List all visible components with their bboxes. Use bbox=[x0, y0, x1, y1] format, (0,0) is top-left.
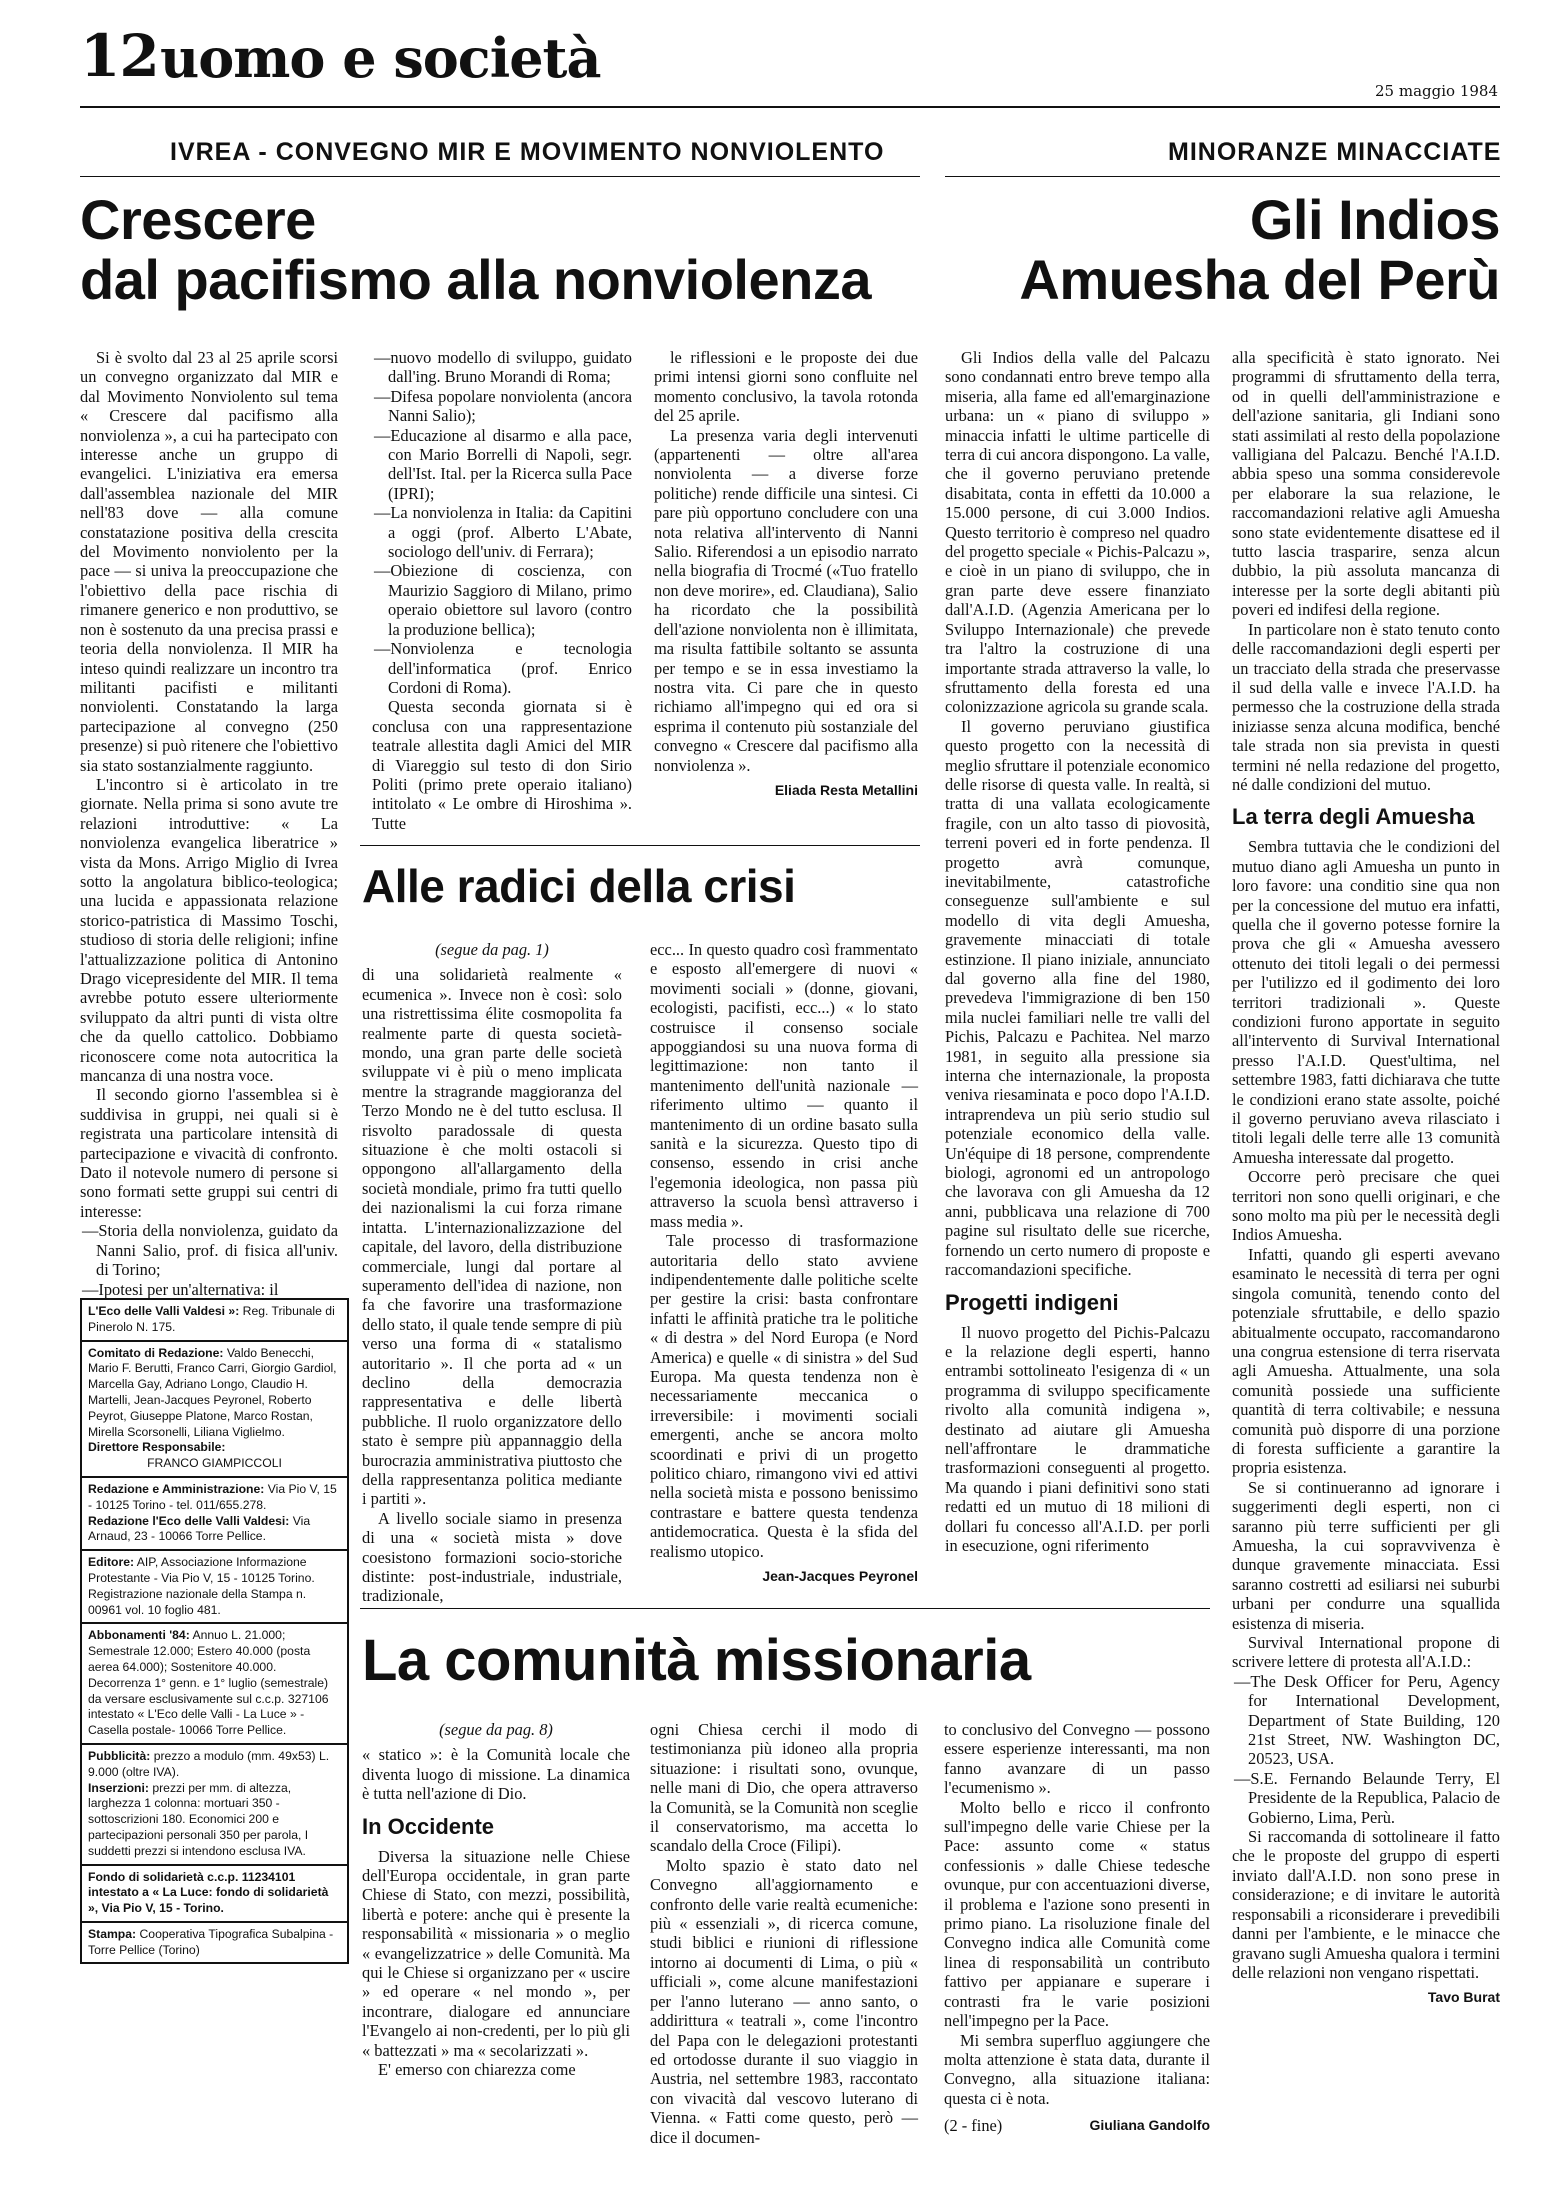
article1-column-1 bbox=[80, 348, 338, 1299]
list-item: — nuovo modello di sviluppo, guidato dall'ing. Bruno Morandi di Roma; bbox=[388, 348, 632, 387]
imprint-text: Via Pio V, 15 - 10125 Torino - tel. 011/655.278. bbox=[88, 1481, 337, 1512]
paragraph: ecc... In questo quadro così frammentato e esposto all'emergere di nuovi « movimenti sociali » (donne, giovani, ecologisti, pacifisti, ecc...) « lo stato costruisce il consenso sociale appoggiandosi su una nuova forma di legittimazione: non tanto il mantenimento dell'unità nazionale — riferimento ultimo — quanto il mantenimento di un ordine basato sulla sanità e la sicurezza. Questo tipo di consenso, essendo in crisi anche l'egemonia ideologica, non passa più attraverso la scuola bensì attraverso i mass media ». bbox=[650, 940, 918, 1231]
author-signature: Jean-Jacques Peyronel bbox=[762, 1568, 918, 1584]
imprint-text: Annuo L. 21.000; Semestrale 12.000; Estero 40.000 (posta aerea 64.000); Sostenitore 40.000. Decorrenza 1° genn. e 1° luglio (semestrale) da versare esclusivamente sul c.c.p. 327106 intestato « L'Eco delle Valli - La Luce » - Casella postale- 10066 Torre Pellice. bbox=[88, 1628, 329, 1738]
paragraph: L'incontro si è articolato in tre giornate. Nella prima si sono avute tre relazioni introduttive: « La nonviolenza evangelica liberatrice » vista da Mons. Arrigo Miglio di Ivrea sotto la angolatura biblico-teologica; una lucida e appassionata relazione storico-patristica di Massimo Toschi, studioso di storia delle religioni; infine l'attualizzazione politica di Antonino Drago vicepresidente del MIR. Il tema avrebbe potuto essere ulteriormente sviluppato da altri punti di vista oltre che da quello cattolico. Dobbiamo riconoscere come nota autocritica la mancanza di una nostra voce. bbox=[80, 774, 338, 1086]
paragraph: Survival International propone di scrivere lettere di protesta all'A.I.D.: bbox=[1232, 1633, 1500, 1672]
kicker-ivrea: IVREA - CONVEGNO MIR E MOVIMENTO NONVIOLENTO bbox=[170, 138, 885, 166]
paragraph: Il governo peruviano giustifica questo progetto con la necessità di meglio sfruttare il potenziale economico delle risorse di questa valle. In realtà, si tratta di una vallata ecologicamente fragile, con un alto tasso di piovosità, terreni poveri ed in forte pendenza. Il progetto avrà comunque, inevitabilmente, catastrofiche conseguenze sull'ambiente e sul modello di vita degli Amuesha, gravemente minacciati di totale estinzione. Il piano iniziale, annunciato dal governo alla fine del 1980, prevedeva l'immigrazione di ben 150 mila nuclei familiari nelle tre valli del Pichis, Palcazu e Pachitea. Nel marzo 1981, in seguito alla pressione sia interna che internazionale, la proposta veniva riesaminata e poco dopo l'A.I.D. intraprendeva un più serio studio sul potenziale economico della valle. Un'équipe di 18 persone, comprendente biologi, agronomi ed un antropologo che lavorava con gli Amuesha da 12 anni, pubblicava una relazione di 700 pagine sul risultato delle sue ricerche, fornendo un certo numero di proposte e raccomandazioni specifiche. bbox=[945, 716, 1210, 1280]
article3-column-1 bbox=[362, 1720, 630, 2180]
article4-column-2 bbox=[1232, 348, 1500, 2178]
headline-comunita: La comunità missionaria bbox=[362, 1628, 1031, 1693]
list-item: — S.E. Fernando Belaunde Terry, El Presidente de la Republica, Palacio de Gobierno, Lima, Perù. bbox=[1248, 1769, 1500, 1827]
kicker-rule-right bbox=[945, 176, 1500, 177]
imprint-label: Pubblicità: bbox=[88, 1748, 151, 1763]
imprint-fund bbox=[82, 1866, 347, 1923]
author-signature: Giuliana Gandolfo bbox=[1089, 2117, 1210, 2134]
paragraph: Molto spazio è stato dato nel Convegno all'aggiornamento e confronto delle varie realtà ecumeniche: più « essenziali », di ricerca comune, studi biblici e riunioni di riflessione intorno ai documenti di Lima, o più « ufficiali », come alcune manifestazioni per l'anno luterano — anno santo, o addirittura « teatrali », come l'incontro del Papa con le delegazioni protestanti ed ortodosse durante il suo viaggio in Austria, nel settembre 1983, raccontato con vivacità dal vescovo luterano di Vienna. « Fatti come questo, però — dice il documen- bbox=[650, 1855, 918, 2147]
kicker-rule-left bbox=[80, 176, 920, 177]
imprint-text: AIP, Associazione Informazione Protestante - Via Pio V, 15 - 10125 Torino. bbox=[88, 1555, 315, 1585]
imprint-label: Inserzioni: bbox=[88, 1780, 149, 1795]
imprint-director: FRANCO GIAMPICCOLI bbox=[147, 1456, 282, 1471]
list-item: — Ipotesi per un'alternativa: il bbox=[96, 1280, 338, 1299]
headline-radici: Alle radici della crisi bbox=[362, 860, 796, 912]
article1-column-3 bbox=[654, 348, 918, 828]
headline-line: Crescere bbox=[80, 188, 316, 251]
paragraph: Mi sembra superfluo aggiungere che molta attenzione è stata data, durante il Convegno, alla situazione italiana: questa ci è nota. bbox=[944, 2030, 1210, 2108]
issue-date: 25 maggio 1984 bbox=[1375, 82, 1498, 100]
article-divider bbox=[360, 845, 920, 846]
headline-crescere bbox=[80, 190, 871, 311]
paragraph: Occorre però precisare che quei territori non sono quelli originari, e che sono molto ma più per le necessità degli Indios Amuesha. bbox=[1232, 1167, 1500, 1245]
paragraph: In particolare non è stato tenuto conto delle raccomandazioni degli esperti per un tracciato della strada che preservasse il sud della valle e invece l'A.I.D. ha permesso che la costruzione della strada iniziasse senza alcuna modifica, benché tale strada non sia prevista in questi termini né nella redazione del progetto, né dalle condizioni del mutuo. bbox=[1232, 619, 1500, 794]
imprint-text: Registrazione nazionale della Stampa n. 00961 vol. 10 foglio 481. bbox=[88, 1586, 307, 1617]
imprint-text: prezzo a modulo (mm. 49x53) L. 9.000 (oltre IVA). bbox=[88, 1748, 330, 1779]
imprint-registration bbox=[82, 1300, 347, 1342]
masthead-rule bbox=[80, 106, 1500, 108]
headline-line: Gli Indios bbox=[1249, 188, 1500, 251]
paragraph: Il secondo giorno l'assemblea si è suddivisa in gruppi, nei quali si è registrata una particolare intensità di partecipazione e vivacità di confronto. Dato il notevole numero di persone si sono formati sette gruppi sui centri di interesse: bbox=[80, 1085, 338, 1221]
imprint-text: Via Arnaud, 23 - 10066 Torre Pellice. bbox=[88, 1513, 311, 1544]
article3-column-2 bbox=[650, 1720, 918, 2180]
imprint-publisher bbox=[82, 1551, 347, 1624]
continuation-note: (segue da pag. 1) bbox=[435, 940, 549, 959]
list bbox=[372, 348, 632, 697]
paragraph: to conclusivo del Convegno — possono essere esperienze interessanti, ma non fanno avanzare di un passo l'ecumenismo ». bbox=[944, 1720, 1210, 1798]
kicker-minoranze: MINORANZE MINACCIATE bbox=[1168, 138, 1502, 166]
paragraph: « statico »: è la Comunità locale che diventa luogo di missione. La dinamica è tutta nell'azione di Dio. bbox=[362, 1745, 630, 1804]
subheading: Progetti indigeni bbox=[945, 1289, 1119, 1315]
author-signature: Tavo Burat bbox=[1427, 1989, 1500, 2006]
headline-line: dal pacifismo alla nonviolenza bbox=[80, 248, 871, 312]
imprint-label: Comitato di Redazione: bbox=[88, 1345, 224, 1360]
article2-column-1 bbox=[362, 940, 622, 1606]
headline-indios bbox=[945, 190, 1500, 311]
paragraph: Gli Indios della valle del Palcazu sono condannati entro breve tempo alla miseria, alla fame ed all'emarginazione urbana: un « piano di sviluppo » minaccia infatti le ultime particelle di terra di cui ancora dispongono. La valle, che il governo peruviano pretende disabitata, conta in effetti da 10.000 a 15.000 persone, di cui 3.000 Indios. Questo territorio è compreso nel quadro del progetto speciale « Pichis-Palcazu », e cioè in un piano di sviluppo, che in gran parte deve essere finanziato dall'A.I.D. (Agenzia Americana per lo Sviluppo Internazionale) che prevede tra l'altro la costruzione di una importante strada attraverso la valle, lo sfruttamento della foresta ed una colonizzazione agricola su grande scala. bbox=[945, 348, 1210, 717]
list-item: — Educazione al disarmo e alla pace, con Mario Borrelli di Napoli, segr. dell'Ist. Ital. per la Ricerca sulla Pace (IPRI); bbox=[388, 426, 632, 504]
paragraph: A livello sociale siamo in presenza di una « società mista » dove coesistono formazioni socio-storiche distinte: post-industriale, industriale, tradizionale, bbox=[362, 1508, 622, 1606]
paragraph: Il nuovo progetto del Pichis-Palcazu e la relazione degli esperti, hanno entrambi sottolineato l'esigenza di « un programma di sviluppo specificamente rivolto alla comunità indigena », destinato ad aiutare gli Amuesha nell'affrontare le drammatiche trasformazioni conseguenti al progetto. Ma quando i piani definitivi sono stati redatti ed un mutuo di 18 milioni di dollari fu concesso all'A.I.D. per porli in esecuzione, ogni riferimento bbox=[945, 1322, 1210, 1555]
imprint-label: Redazione e Amministrazione: bbox=[88, 1481, 265, 1496]
paragraph: Questa seconda giornata si è conclusa con una rappresentazione teatrale allestita dagli Amici del MIR di Viareggio sul testo di don Sirio Politi (primo prete operaio italiano) intitolato « Le ombre di Hiroshima ». Tutte bbox=[372, 697, 632, 833]
list-item: — Storia della nonviolenza, guidato da Nanni Salio, prof. di fisica all'univ. di Torino; bbox=[96, 1221, 338, 1279]
headline-line: Amuesha del Perù bbox=[1019, 248, 1500, 312]
imprint-text: prezzi per mm. di altezza, larghezza 1 colonna: mortuari 350 - sottoscrizioni 180. Economici 200 e partecipazioni personali 350 per parola, I suddetti prezzi si intendono esclusa IVA. bbox=[88, 1780, 309, 1858]
imprint-label: Direttore Responsabile: bbox=[88, 1440, 226, 1455]
imprint-advertising bbox=[82, 1745, 347, 1866]
list bbox=[80, 1221, 338, 1299]
paragraph: La presenza varia degli intervenuti (appartenenti — oltre all'area nonviolenta — a diverse forze politiche) rende difficile una sintesi. Ci pare più opportuno concludere con una nota relativa all'intervento di Nanni Salio. Riferendosi a un episodio narrato nella biografia di Trocmé («Tuo fratello non deve morire», ed. Claudiana), Salio ha ricordato che la possibilità dell'azione nonviolenta non è illimitata, ma risulta fattibile soltanto se assunta per tempo e se in essa investiamo la nostra vita. Ci pare che in questo richiamo all'impegno qui ed ora si esprima il contenuto più sostanziale del convegno « Crescere dal pacifismo alla nonviolenza ». bbox=[654, 425, 918, 775]
page-number: 12 bbox=[80, 22, 159, 90]
address-list bbox=[1232, 1672, 1500, 1827]
imprint-label: Redazione l'Eco delle Valli Valdesi: bbox=[88, 1513, 290, 1528]
article3-footer bbox=[944, 2116, 1210, 2135]
imprint-label: L'Eco delle Valli Valdesi »: bbox=[88, 1304, 240, 1318]
subheading: La terra degli Amuesha bbox=[1232, 804, 1475, 830]
paragraph: di una solidarietà realmente « ecumenica ». Invece non è così: solo una ristrettissima élite cosmopolita fa realmente parte di questa società-mondo, una gran parte delle società sviluppate vi è più o meno implicata mentre la stragrande maggioranza del Terzo Mondo ne è del tutto esclusa. Il risvolto paradossale di questa situazione è che molti ostacoli si oppongono all'allargamento della società mondiale, primo fra tutti quello dei nazionalismi la cui forza rimane intatta. L'internazionalizzazione del capitale, del lavoro, della distribuzione commerciale, lungi dal portare al superamento dell'idea di nazione, non fa che favorire una trasformazione dello stato, il quale tende sempre di più verso una forma di « statalismo autoritario ». Il che porta ad « un declino della democrazia rappresentativa e delle libertà pubbliche. Il ruolo organizzatore dello stato è sempre più appannaggio della burocrazia amministrativa piuttosto che della rappresentanza politica mediante i partiti ». bbox=[362, 965, 622, 1509]
imprint-text: Reg. Tribunale di Pinerolo N. 175. bbox=[88, 1304, 335, 1334]
paragraph: alla specificità è stato ignorato. Nei programmi di sfruttamento della terra, od in quelli dell'amministrazione e dell'azione sanitaria, gli Indiani sono stati assimilati al resto della popolazione valligiana del Palcazu. Benché l'A.I.D. abbia speso una somma considerevole per elaborare la sua relazione, le raccomandazioni relative agli Amuesha sono state evidentemente disattese ed il tutto lascia trasparire, senza alcun dubbio, la più assoluta mancanza di interesse per la sorte degli abitanti più poveri ed indifesi della regione. bbox=[1232, 348, 1500, 620]
paragraph: Si è svolto dal 23 al 25 aprile scorsi un convegno organizzato dal MIR e dal Movimento Nonviolento sul tema « Crescere dal pacifismo alla nonviolenza », a cui ha partecipato con interesse anche un gruppo di evangelici. L'iniziativa era emersa dall'assemblea nazionale del MIR nell'83 dove — alla comune constatazione positiva della crescita del Movimento nonviolento per la pace — si univa la preoccupazione che l'obiettivo della pace rischia di rimanere generico e non produttivo, se non è sostenuto da una precisa prassi e teoria della nonviolenza. Il MIR ha inteso quindi realizzare un incontro tra militanti pacifisti e militanti nonviolenti. Constatando la larga partecipazione al convegno (250 presenze) si può ritenere che l'obiettivo sia stato sostanzialmente raggiunto. bbox=[80, 348, 338, 775]
continuation-note: (segue da pag. 8) bbox=[439, 1720, 553, 1739]
author-signature: Eliada Resta Metallini bbox=[774, 781, 918, 798]
list-item: — Difesa popolare nonviolenta (ancora Nanni Salio); bbox=[388, 387, 632, 426]
imprint-subscriptions bbox=[82, 1624, 347, 1745]
article3-column-3 bbox=[944, 1720, 1210, 2180]
subheading: In Occidente bbox=[362, 1813, 495, 1839]
section-title: uomo e società bbox=[160, 26, 601, 90]
article1-column-2 bbox=[372, 348, 632, 833]
paragraph: Se si continueranno ad ignorare i suggerimenti degli esperti, non ci saranno più terre sufficienti per gli Amuesha, la cui sopravvivenza è dunque gravemente minacciata. Essi saranno costretti ad esiliarsi nei suburbi urbani per condurre una squallida esistenza di miseria. bbox=[1232, 1477, 1500, 1633]
paragraph: Molto bello e ricco il confronto sull'impegno delle varie Chiese per la Pace: assunto come « status confessionis » dalle Chiese tedesche ovunque, pur con accentuazioni diverse, il problema e l'azione sono presenti in primo piano. La risoluzione finale del Convegno indica alle Comunità come linea di responsabilità un contributo fattivo per appianare e superare i contrasti fra le varie posizioni nell'impegno per la Pace. bbox=[944, 1797, 1210, 2031]
series-end-note: (2 - fine) bbox=[944, 2116, 1003, 2136]
article2-column-2 bbox=[650, 940, 918, 1584]
imprint-text: Valdo Benecchi, Mario F. Berutti, Franco Carri, Giorgio Gardiol, Marcella Gay, Adriano Longo, Claudio H. Martelli, Jean-Jacques Peyronel, Roberto Peyrot, Giuseppe Platone, Marco Rostan, Mirella Scorsonelli, Liliana Viglielmo. bbox=[88, 1345, 337, 1439]
imprint-label: Stampa: bbox=[88, 1926, 137, 1941]
imprint-box bbox=[80, 1298, 349, 1964]
imprint-label: Editore: bbox=[88, 1555, 135, 1570]
article-divider bbox=[360, 1608, 1210, 1609]
article4-column-1 bbox=[945, 348, 1210, 1603]
imprint-text: Cooperativa Tipografica Subalpina - Torre Pellice (Torino) bbox=[88, 1926, 334, 1957]
imprint-committee bbox=[82, 1342, 347, 1478]
list-item: — Obiezione di coscienza, con Maurizio Saggioro di Milano, primo operaio obiettore sul lavoro (contro la produzione bellica); bbox=[388, 561, 632, 639]
imprint-printer bbox=[82, 1923, 347, 1963]
paragraph: ogni Chiesa cerchi il modo di testimonianza più idoneo alla propria situazione: i risultati sono, ovunque, nelle mani di Dio, che opera attraverso la Comunità, se la Comunità non sceglie il conservatorismo, ma accetta lo scandalo della Croce (Filipi). bbox=[650, 1720, 918, 1856]
paragraph: Tale processo di trasformazione autoritaria dello stato avviene indipendentemente dalle politiche scelte per gestire la crisi: basta confrontare infatti le affinità pratiche tra le politiche « di destra » del Nord Europa (e Nord America) e quelle « di sinistra » del Sud Europa. Ma questa tendenza non è necessariamente meccanica o irreversibile: i movimenti sociali emergenti, anche se ancora molto scoordinati e privi di un progetto politico chiaro, rimangono vivi ed attivi nella società mista e possono benissimo contrastare e battere questa tendenza antidemocratica. Questa è la sfida del realismo utopico. bbox=[650, 1231, 918, 1561]
imprint-label: Fondo di solidarietà c.c.p. 11234101 intestato a « La Luce: fondo di solidarietà », Via Pio V, 15 - Torino. bbox=[88, 1869, 329, 1916]
paragraph: Diversa la situazione nelle Chiese dell'Europa occidentale, in gran parte Chiese di Stato, con mezzi, possibilità, libertà e potere: anche qui è presente la responsabilità « missionaria » o meglio « evangelizzatrice » delle Comunità. Ma qui le Chiese si organizzano per « uscire » ed operare « nel mondo », per incontrare, dialogare ed annunciare l'Evangelo ai non-credenti, per lo più gli « battezzati » ma « secolarizzati ». bbox=[362, 1846, 630, 2060]
list-item: — The Desk Officer for Peru, Agency for International Development, Department of State Building, 120 21st Street, NW. Washington DC, 20523, USA. bbox=[1248, 1672, 1500, 1769]
paragraph: Infatti, quando gli esperti avevano esaminato le necessità di terra per ogni singola comunità, tenendo conto del potenziale sfruttabile, e dello spazio abitualmente occupato, raccomandarono una congrua estensione di terra riservata agli Amuesha. Attualmente, una sola comunità possiede una sufficiente quantità di terra coltivabile; e nessuna comunità può disporre di una porzione di foresta sufficiente a garantire la propria esistenza. bbox=[1232, 1244, 1500, 1478]
paragraph: Si raccomanda di sottolineare il fatto che le proposte del gruppo di esperti inviato dall'A.I.D. non sono prese in considerazione; e di invitare le autorità responsabili a riconsiderare i prevedibili danni per l'ambiente, e le minacce che gravano sugli Amuesha qualora i termini delle relazioni non vengano rispettati. bbox=[1232, 1827, 1500, 1982]
list-item: — Nonviolenza e tecnologia dell'informatica (prof. Enrico Cordoni di Roma). bbox=[388, 639, 632, 697]
imprint-label: Abbonamenti '84: bbox=[88, 1628, 190, 1643]
list-item: — La nonviolenza in Italia: da Capitini a oggi (prof. Alberto L'Abate, sociologo dell'univ. di Ferrara); bbox=[388, 503, 632, 561]
paragraph: le riflessioni e le proposte dei due primi intensi giorni sono confluite nel momento conclusivo, la tavola rotonda del 25 aprile. bbox=[654, 348, 918, 426]
paragraph: E' emerso con chiarezza come bbox=[378, 2060, 576, 2080]
imprint-admin bbox=[82, 1478, 347, 1551]
paragraph: Sembra tuttavia che le condizioni del mutuo diano agli Amuesha un punto in loro favore: una conditio sine qua non per la concessione del mutuo era infatti, quella che il governo potesse fornire la prova che gli « Amuesha avessero ottenuto dei titoli legali o dei permessi per l'utilizzo ed il godimento dei loro territori tradizionali ». Queste condizioni furono apportate in seguito all'intervento di Survival International presso l'A.I.D. Quest'ultima, nel settembre 1983, fatti dichiarava che tutte le condizioni erano state assolte, poiché il governo peruviano aveva rilasciato i titoli legali delle terre alle 13 comunità Amuesha interessate dal progetto. bbox=[1232, 837, 1500, 1167]
